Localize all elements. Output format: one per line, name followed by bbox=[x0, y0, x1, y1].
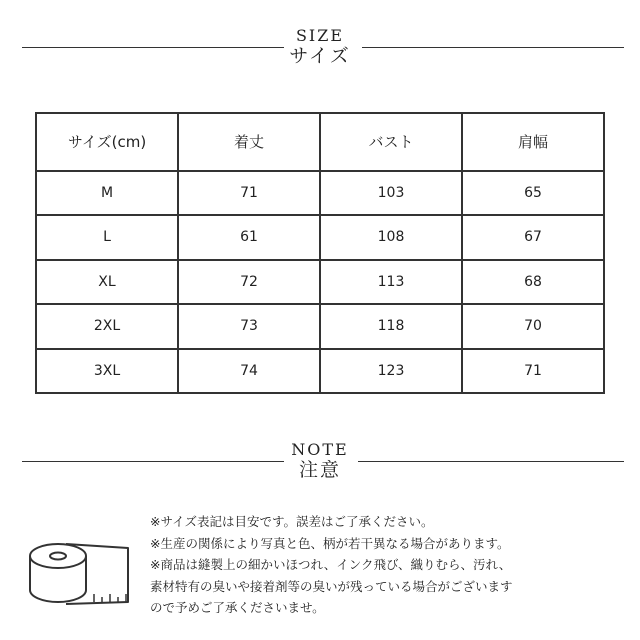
table-cell: 108 bbox=[320, 215, 462, 259]
size-title-en: SIZE bbox=[295, 26, 345, 45]
table-cell: 113 bbox=[320, 260, 462, 304]
table-row bbox=[36, 260, 604, 304]
note-line: ので予めご了承くださいませ。 bbox=[150, 600, 325, 615]
size-title-jp: サイズ bbox=[289, 45, 351, 67]
table-cell: 118 bbox=[320, 304, 462, 348]
table-cell: 123 bbox=[320, 349, 462, 393]
size-table bbox=[35, 112, 605, 394]
table-row bbox=[36, 304, 604, 348]
table-cell: 71 bbox=[178, 171, 320, 215]
note-rule-left bbox=[22, 461, 284, 462]
size-rule-left bbox=[22, 47, 284, 48]
table-header-row bbox=[36, 113, 604, 171]
note-line: ※生産の関係により写真と色、柄が若干異なる場合があります。 bbox=[150, 535, 510, 551]
table-cell: 65 bbox=[462, 171, 604, 215]
measuring-tape-icon bbox=[24, 528, 134, 608]
table-cell: 3XL bbox=[36, 349, 178, 393]
table-cell: 67 bbox=[462, 215, 604, 259]
size-rule-right bbox=[362, 47, 624, 48]
table-cell: M bbox=[36, 171, 178, 215]
table-cell: 70 bbox=[462, 304, 604, 348]
note-line: ※サイズ表記は目安です。誤差はご了承ください。 bbox=[150, 514, 434, 529]
table-cell: 61 bbox=[178, 215, 320, 259]
table-cell: 103 bbox=[320, 171, 462, 215]
table-row bbox=[36, 171, 604, 215]
note-rule-right bbox=[358, 461, 624, 462]
table-cell: 71 bbox=[462, 349, 604, 393]
table-row bbox=[36, 349, 604, 393]
table-cell: L bbox=[36, 215, 178, 259]
header-bust: バスト bbox=[320, 113, 462, 171]
table-cell: 2XL bbox=[36, 304, 178, 348]
note-line: 素材特有の臭いや接着剤等の臭いが残っている場合がございます bbox=[150, 578, 513, 594]
note-title-en: NOTE bbox=[291, 440, 349, 459]
header-length: 着丈 bbox=[178, 113, 320, 171]
table-cell: XL bbox=[36, 260, 178, 304]
table-cell: 72 bbox=[178, 260, 320, 304]
notes-list bbox=[150, 511, 625, 619]
table-cell: 73 bbox=[178, 304, 320, 348]
header-shoulder: 肩幅 bbox=[462, 113, 604, 171]
note-line: ※商品は縫製上の細かいほつれ、インク飛び、織りむら、汚れ、 bbox=[150, 557, 512, 572]
note-title-jp: 注意 bbox=[298, 459, 341, 481]
table-cell: 74 bbox=[178, 349, 320, 393]
header-size: サイズ(cm) bbox=[36, 113, 178, 171]
table-cell: 68 bbox=[462, 260, 604, 304]
table-row bbox=[36, 215, 604, 259]
